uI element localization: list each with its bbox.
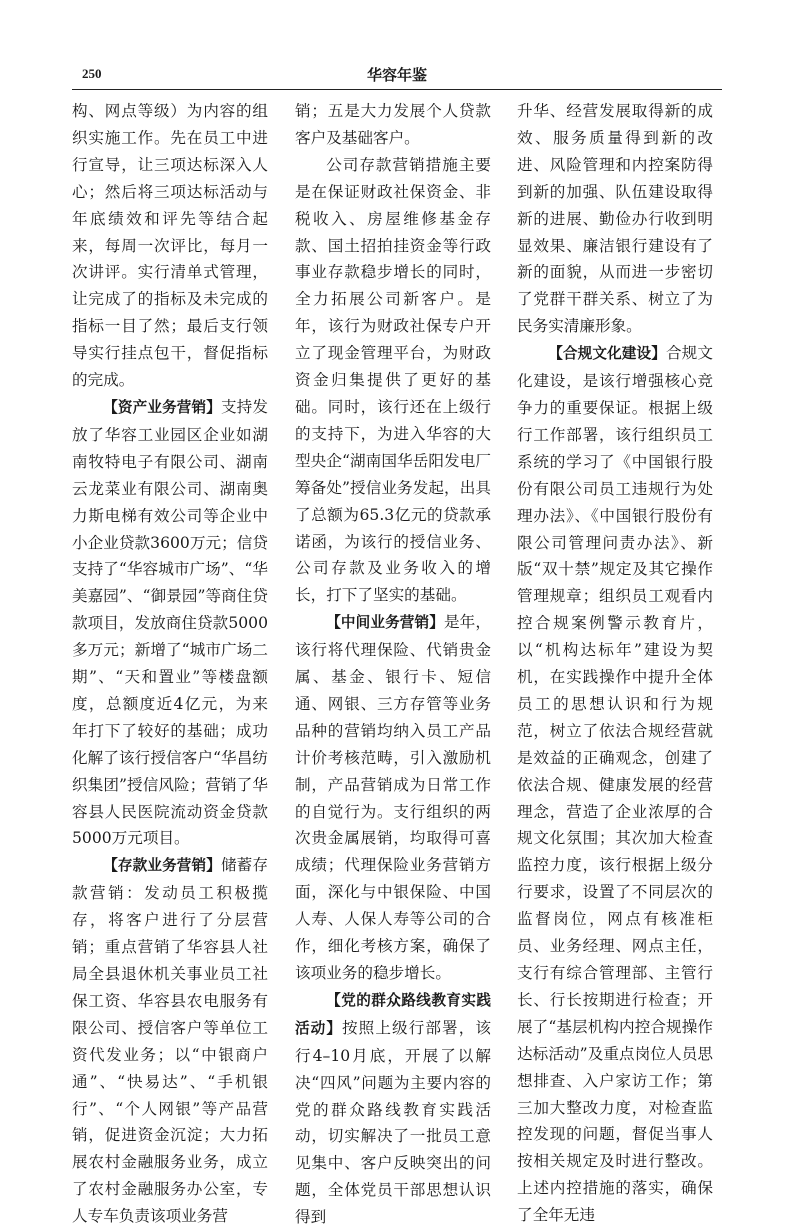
section-keyword: 【党的群众路线教育实践活动】 bbox=[295, 991, 491, 1037]
paragraph-asset-marketing bbox=[72, 394, 268, 852]
paragraph-intermediate-business bbox=[295, 609, 491, 987]
paragraph-body: 合规文化建设，是该行增强核心竞争力的重要保证。根据上级行工作部署，该行组织员工系统的学习了《中国银行股份有限公司员工违规行为处理办法》、《中国银行股份有限公司管理问责办法》、新版“双十禁”规定及其它操作管理规章；组织员工观看内控合规案例警示教育片，以“机构达标年”建设为契机，在实践操作中提升全体员工的思想认识和行为规范，树立了依法合规经营就是效益的正确观念，创建了依法合规、健康发展的经营理念，营造了企业浓厚的合规文化氛围；其次加大检查监控力度，该行根据上级分行要求，设置了不同层次的监督岗位，网点有核准柜员、业务经理、网点主任，支行有综合管理部、主管行长、行长按期进行检查；开展了“基层机构内控合规操作达标活动”及重点岗位人员思想排查、入户家访工作；第三加大整改力度，对检查监控发现的问题，督促当事人按相关规定及时进行整改。上述内控措施的落实，确保了全年无违 bbox=[517, 344, 713, 1225]
text-column-3 bbox=[517, 98, 713, 1225]
text-column-2 bbox=[295, 98, 491, 1227]
paragraph-body: 储蓄存款营销：发动员工积极揽存，将客户进行了分层营销；重点营销了华容县人社局全县退休机关事业员工社保工资、华容县农电服务有限公司、授信客户等单位工资代发业务；以“中银商户通”、“快易达”、“手机银行”、“个人网银”等产品营销，促进资金沉淀；大力拓展农村金融服务业务，成立了农村金融服务办公室，专人专车负责该项业务营 bbox=[72, 856, 268, 1226]
paragraph-compliance-culture bbox=[517, 340, 713, 1229]
paragraph-body: 按照上级行部署，该行4–10月底，开展了以解决“四风”问题为主要内容的党的群众路线教育实践活动，切实解决了一批员工意见集中、客户反映突出的问题，全体党员干部思想认识得到 bbox=[295, 1018, 491, 1227]
paragraph-body: 是年，该行将代理保险、代销贵金属、基金、银行卡、短信通、网银、三方存管等业务品种的营销均纳入员工产品计价考核范畴，引入激励机制，产品营销成为日常工作的自觉行为。支行组织的两次贵金属展销，均取得可喜成绩；代理保险业务营销方面，深化与中银保险、中国人寿、人保人寿等公司的合作，细化考核方案，确保了该项业务的稳步增长。 bbox=[295, 613, 491, 982]
paragraph-mass-line-education bbox=[295, 987, 491, 1231]
paragraph-deposit-marketing bbox=[72, 852, 268, 1230]
paragraph: 销；五是大力发展个人贷款客户及基础客户。 bbox=[295, 102, 491, 147]
text-column-1 bbox=[72, 98, 268, 1226]
paragraph: 构、网点等级）为内容的组织实施工作。先在员工中进行宣导，让三项达标深入人心；然后将三项达标活动与年底绩效和评先等结合起来，每周一次评比，每月一次讲评。实行清单式管理，让完成了的指标及未完成的指标一目了然；最后支行领导实行挂点包干，督促指标的完成。 bbox=[72, 102, 268, 390]
section-keyword: 【中间业务营销】 bbox=[326, 614, 444, 632]
page-number: 250 bbox=[82, 66, 102, 81]
header-rule bbox=[72, 89, 722, 90]
section-keyword: 【资产业务营销】 bbox=[103, 398, 221, 416]
section-keyword: 【合规文化建设】 bbox=[548, 345, 666, 363]
running-title: 华容年鉴 bbox=[366, 66, 427, 84]
section-keyword: 【存款业务营销】 bbox=[103, 857, 221, 875]
paragraph-body: 支持发放了华容工业园区企业如湖南牧特电子有限公司、湖南云龙菜业有限公司、湖南奥力斯电梯有效公司等企业中小企业贷款3600万元；信贷支持了“华容城市广场”、“华美嘉园”、“御景园”等商住贷款项目，发放商住贷款5000多万元；新增了“城市广场二期”、“天和置业”等楼盘额度，总额度近4亿元，为来年打下了较好的基础；成功化解了该行授信客户“华昌纺织集团”授信风险；营销了华容县人民医院流动资金贷款5000万元项目。 bbox=[72, 397, 268, 848]
page-header bbox=[72, 62, 722, 84]
paragraph: 公司存款营销措施主要是在保证财政社保资金、非税收入、房屋维修基金存款、国土招拍挂资金等行政事业存款稳步增长的同时，全力拓展公司新客户。是年，该行为财政社保专户开立了现金管理平台，为财政资金归集提供了更好的基础。同时，该行还在上级行的支持下，为进入华容的大型央企“湖南国华岳阳发电厂筹备处”授信业务发起，出具了总额为65.3亿元的贷款承诺函，为该行的授信业务、公司存款及业务收入的增长，打下了坚实的基础。 bbox=[295, 155, 491, 605]
paragraph: 升华、经营发展取得新的成效、服务质量得到新的改进、风险管理和内控案防得到新的加强、队伍建设取得新的进展、勤俭办行收到明显效果、廉洁银行建设有了新的面貌，从而进一步密切了党群干群关系、树立了为民务实清廉形象。 bbox=[517, 102, 713, 336]
